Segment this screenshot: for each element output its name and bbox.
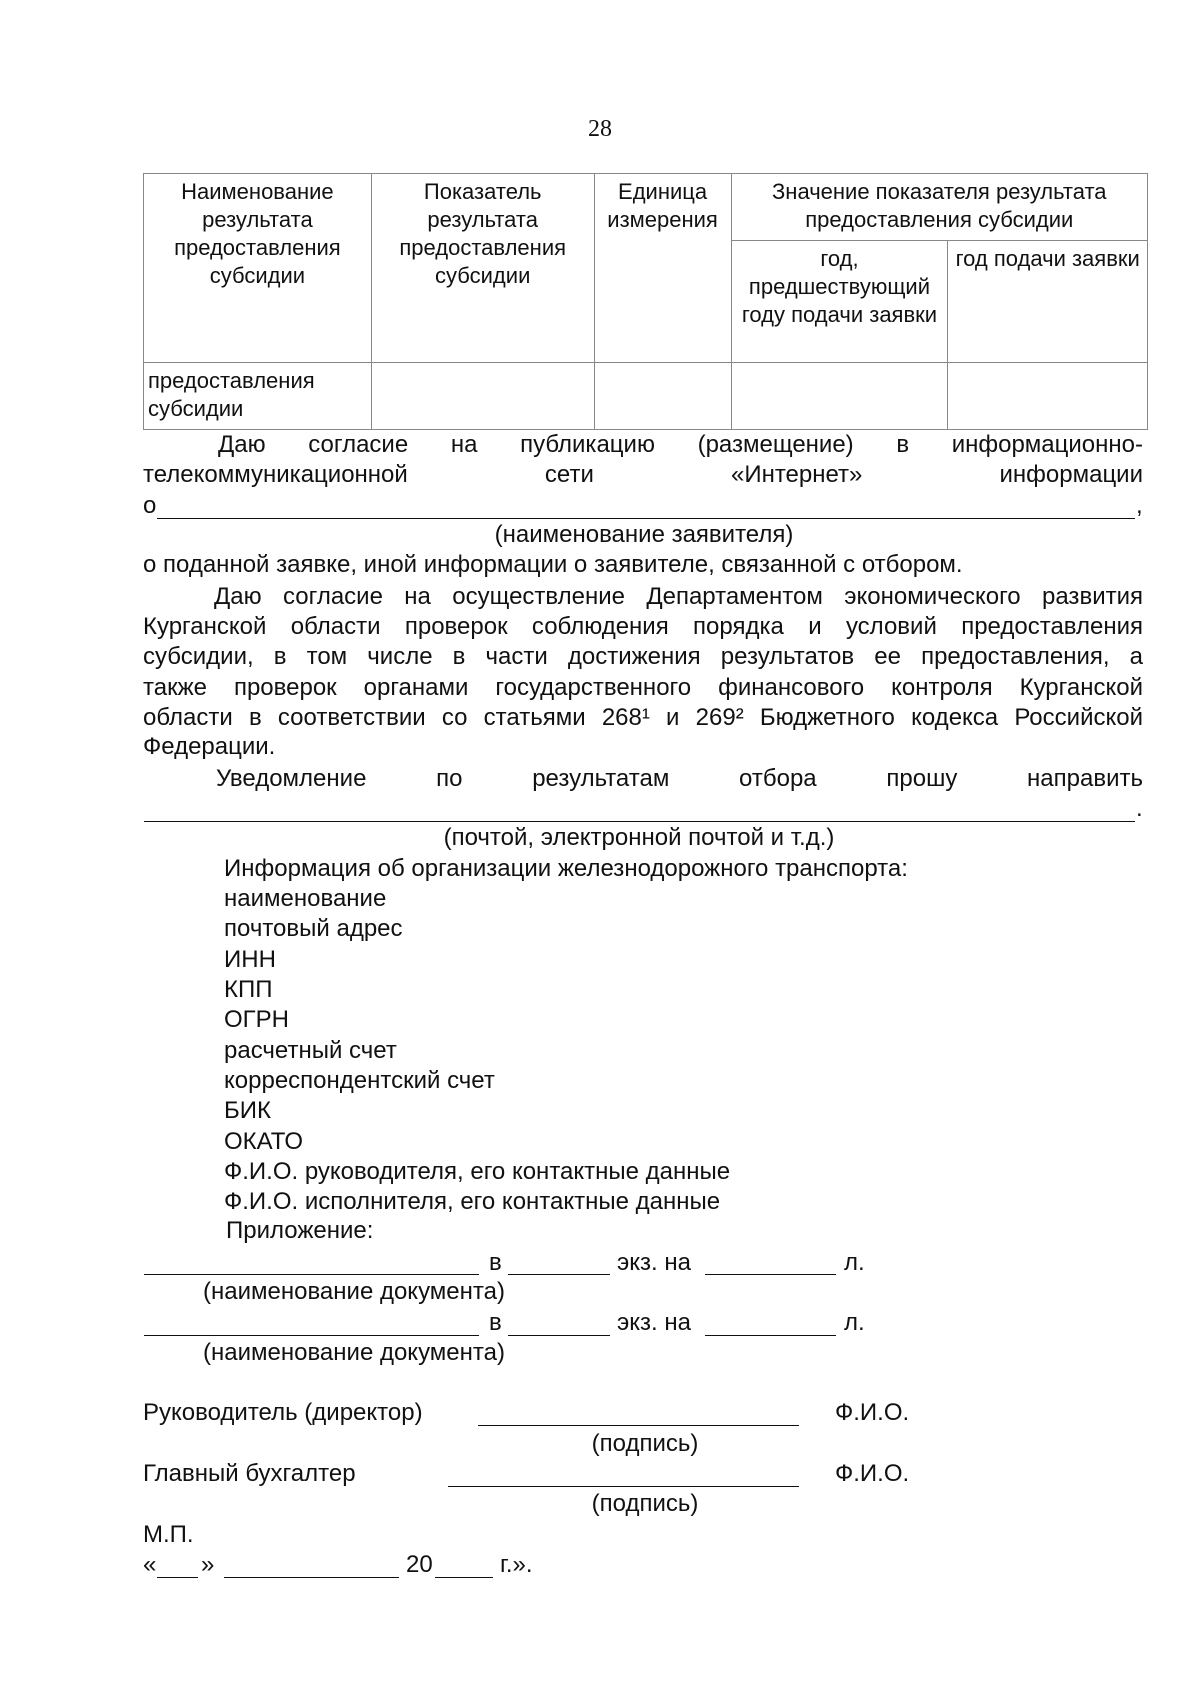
notification-line: Уведомление по результатам отбора прошу направить (216, 765, 1143, 792)
consent1-suffix: , (1136, 492, 1143, 519)
table-cell: предоставления субсидии (144, 363, 372, 430)
org-info-item: БИК (224, 1097, 271, 1124)
attachment-in: в (489, 1309, 502, 1336)
accountant-fio: Ф.И.О. (835, 1460, 910, 1487)
director-label: Руководитель (директор) (143, 1399, 423, 1426)
accountant-signature-field[interactable] (448, 1486, 799, 1487)
header-indicator: Показатель результата предоставления субсидии (371, 174, 594, 363)
date-year-field[interactable] (435, 1577, 493, 1578)
document-name-field[interactable] (144, 1274, 479, 1275)
consent2-line: также проверок органами государственного финансового контроля Курганской (143, 674, 1143, 701)
header-value-group: Значение показателя результата предоставления субсидии (731, 174, 1147, 241)
consent2-line: Даю согласие на осуществление Департаментом экономического развития (214, 583, 1143, 610)
header-application-year: год подачи заявки (948, 241, 1148, 363)
header-unit: Единица измерения (594, 174, 731, 363)
org-info-item: Ф.И.О. исполнителя, его контактные данные (224, 1188, 721, 1215)
table-cell[interactable] (594, 363, 731, 430)
director-signature-field[interactable] (478, 1425, 799, 1426)
org-info-title: Информация об организации железнодорожного транспорта: (224, 855, 908, 882)
attachment-in: в (489, 1249, 502, 1276)
consent1-line1: Даю согласие на публикацию (размещение) в информационно- (218, 431, 1143, 458)
date-close-quote: » (201, 1551, 215, 1578)
header-previous-year: год, предшествующий году подачи заявки (731, 241, 948, 363)
header-result-name: Наименование результата предоставления субсидии (144, 174, 372, 363)
sheets-field[interactable] (705, 1335, 836, 1336)
signature-caption: (подпись) (591, 1490, 699, 1517)
org-info-item: почтовый адрес (224, 915, 403, 942)
page-number: 28 (588, 116, 612, 142)
consent1-line2: телекоммуникационной сети «Интернет» информации (143, 461, 1143, 488)
table-cell[interactable] (731, 363, 948, 430)
accountant-label: Главный бухгалтер (143, 1460, 356, 1487)
consent2-line: Федерации. (143, 733, 276, 760)
notification-method-field[interactable] (144, 821, 1135, 822)
table-cell[interactable] (948, 363, 1148, 430)
consent1-prefix: о (143, 492, 157, 519)
notification-suffix: . (1136, 795, 1143, 822)
consent2-line: области в соответствии со статьями 268¹ и 269² Бюджетного кодекса Российской (143, 704, 1143, 731)
applicant-caption: (наименование заявителя) (494, 521, 794, 548)
copies-field[interactable] (508, 1274, 610, 1275)
applicant-name-field[interactable] (157, 518, 1135, 519)
year-prefix: 20 (406, 1551, 433, 1578)
date-month-field[interactable] (224, 1577, 399, 1578)
signature-caption: (подпись) (591, 1430, 699, 1457)
document-caption: (наименование документа) (203, 1339, 505, 1366)
document-name-field[interactable] (144, 1335, 479, 1336)
consent2-line: субсидии, в том числе в части достижения результатов ее предоставления, а (143, 643, 1143, 670)
org-info-item: ОКАТО (224, 1128, 304, 1155)
results-table (143, 173, 1148, 430)
sheets-field[interactable] (705, 1274, 836, 1275)
copies-field[interactable] (508, 1335, 610, 1336)
year-suffix: г.». (500, 1551, 533, 1578)
consent1-line3: о поданной заявке, иной информации о заявителе, связанной с отбором. (143, 551, 963, 578)
attachment-copies: экз. на (617, 1249, 691, 1276)
attachment-sheets: л. (844, 1249, 865, 1276)
org-info-item: ОГРН (224, 1006, 290, 1033)
stamp-label: М.П. (143, 1521, 194, 1548)
org-info-item: ИНН (224, 946, 276, 973)
notification-caption: (почтой, электронной почтой и т.д.) (443, 824, 835, 851)
consent2-line: Курганской области проверок соблюдения порядка и условий предоставления (143, 613, 1143, 640)
director-fio: Ф.И.О. (835, 1399, 910, 1426)
date-open-quote: « (143, 1551, 157, 1578)
attachment-copies: экз. на (617, 1309, 691, 1336)
org-info-item: расчетный счет (224, 1037, 397, 1064)
attachment-sheets: л. (844, 1309, 865, 1336)
org-info-item: Ф.И.О. руководителя, его контактные данные (224, 1158, 731, 1185)
table-row (144, 363, 1148, 430)
attachment-title: Приложение: (226, 1217, 374, 1244)
org-info-item: корреспондентский счет (224, 1067, 495, 1094)
org-info-item: КПП (224, 976, 273, 1003)
table-cell[interactable] (371, 363, 594, 430)
org-info-item: наименование (224, 885, 387, 912)
document-caption: (наименование документа) (203, 1278, 505, 1305)
date-day-field[interactable] (157, 1577, 198, 1578)
